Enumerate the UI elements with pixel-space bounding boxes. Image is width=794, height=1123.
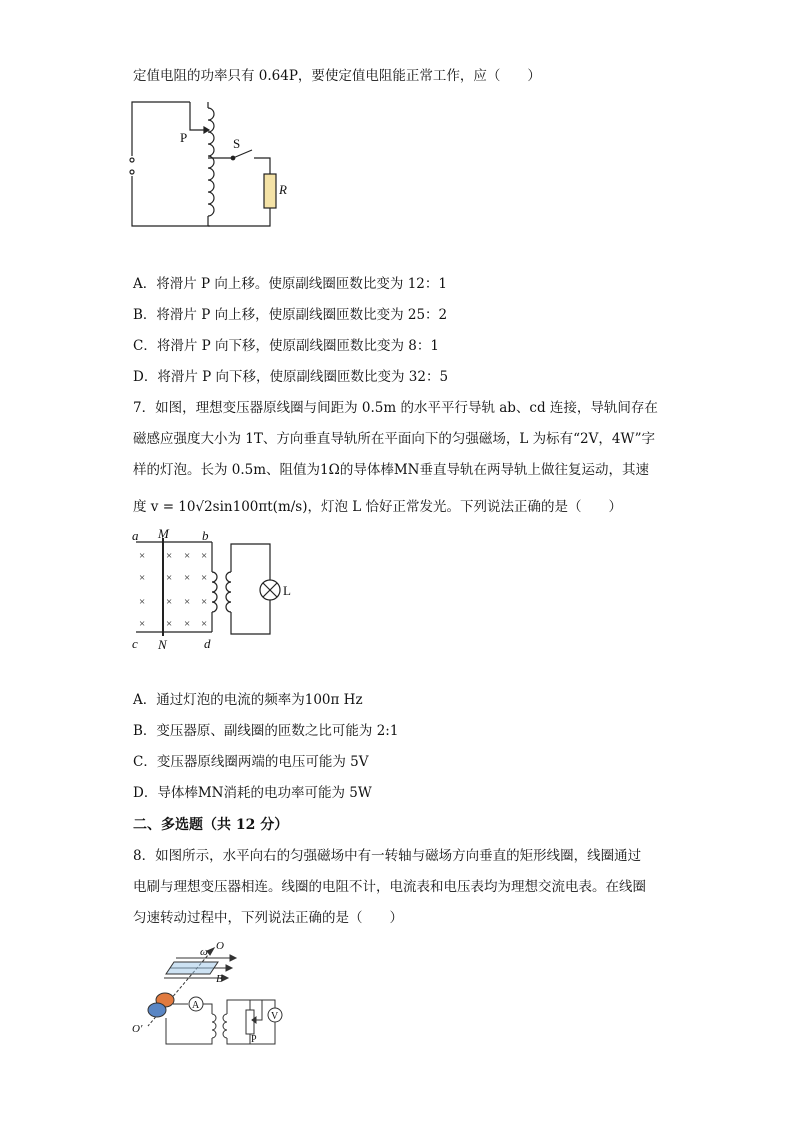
label-p: P — [180, 130, 188, 145]
label-o-prime: O′ — [132, 1023, 143, 1035]
label-r: R — [279, 182, 287, 197]
q6-option-c: C．将滑片 P 向下移，使原副线圈匝数比变为 8：1 — [133, 338, 439, 354]
q7-option-d: D．导体棒MN消耗的电功率可能为 5W — [133, 785, 372, 801]
q8-stem-line-3: 匀速转动过程中，下列说法正确的是（ ） — [133, 910, 403, 926]
section-title: 二、多选题（共 12 分） — [133, 817, 289, 833]
q6-circuit-figure — [120, 96, 300, 236]
field-x-11: × — [184, 596, 191, 608]
q7-stem-line-2: 磁感应强度大小为 1T、方向垂直导轨所在平面向下的匀强磁场，L 为标有“2V，4W”字 — [133, 431, 655, 447]
field-x-3: × — [139, 596, 146, 608]
q6-option-d: D．将滑片 P 向下移，使原副线圈匝数比变为 32：5 — [133, 369, 449, 385]
field-x-4: × — [139, 618, 146, 630]
q8-generator-figure — [130, 938, 300, 1048]
label-s: S — [233, 136, 241, 151]
label-b: b — [202, 528, 209, 543]
field-x-13: × — [201, 550, 208, 562]
label-d: d — [204, 636, 211, 651]
label-a: a — [132, 528, 139, 543]
q8-stem-line-2: 电刷与理想变压器相连。线圈的电阻不计，电流表和电压表均为理想交流电表。在线圈 — [133, 879, 646, 895]
q7-stem-line-4: 度 v = 10√2sin100πt(m/s)，灯泡 L 恰好正常发光。下列说法正确的是（ ） — [133, 499, 623, 515]
field-x-8: × — [166, 618, 173, 630]
q7-stem-line-1: 7．如图，理想变压器原线圈与间距为 0.5m 的水平平行导轨 ab、cd 连接，导轨间存在 — [133, 400, 658, 416]
field-x-12: × — [184, 618, 191, 630]
q6-option-b: B．将滑片 P 向上移，使原副线圈匝数比变为 25：2 — [133, 307, 448, 323]
field-x-10: × — [184, 572, 191, 584]
label-voltmeter: V — [271, 1011, 279, 1022]
label-b-field: B — [216, 973, 223, 985]
q7-rail-figure — [128, 526, 308, 654]
label-lamp: L — [283, 583, 291, 598]
label-o: O — [216, 940, 224, 952]
field-x-5: × — [166, 550, 173, 562]
label-c: c — [132, 636, 138, 651]
field-x-16: × — [201, 618, 208, 630]
q7-option-a: A．通过灯泡的电流的频率为100π Hz — [133, 692, 363, 708]
label-p-slider: P — [251, 1034, 257, 1045]
q8-stem-line-1: 8．如图所示，水平向右的匀强磁场中有一转轴与磁场方向垂直的矩形线圈，线圈通过 — [133, 848, 642, 864]
field-x-6: × — [166, 572, 173, 584]
field-x-15: × — [201, 596, 208, 608]
label-m: M — [158, 526, 169, 541]
q6-stem-tail: 定值电阻的功率只有 0.64P，要使定值电阻能正常工作，应（ ） — [133, 68, 541, 84]
q7-option-c: C．变压器原线圈两端的电压可能为 5V — [133, 754, 369, 770]
label-omega: ω — [200, 946, 208, 958]
field-x-7: × — [166, 596, 173, 608]
field-x-9: × — [184, 550, 191, 562]
field-x-14: × — [201, 572, 208, 584]
field-x-2: × — [139, 572, 146, 584]
q7-stem-line-3: 样的灯泡。长为 0.5m、阻值为1Ω的导体棒MN垂直导轨在两导轨上做往复运动，其速 — [133, 462, 649, 478]
label-n: N — [158, 637, 167, 652]
field-x-1: × — [139, 550, 146, 562]
q7-option-b: B．变压器原、副线圈的匝数之比可能为 2:1 — [133, 723, 399, 739]
label-ammeter: A — [192, 1000, 200, 1011]
q6-option-a: A．将滑片 P 向上移。使原副线圈匝数比变为 12：1 — [133, 276, 447, 292]
